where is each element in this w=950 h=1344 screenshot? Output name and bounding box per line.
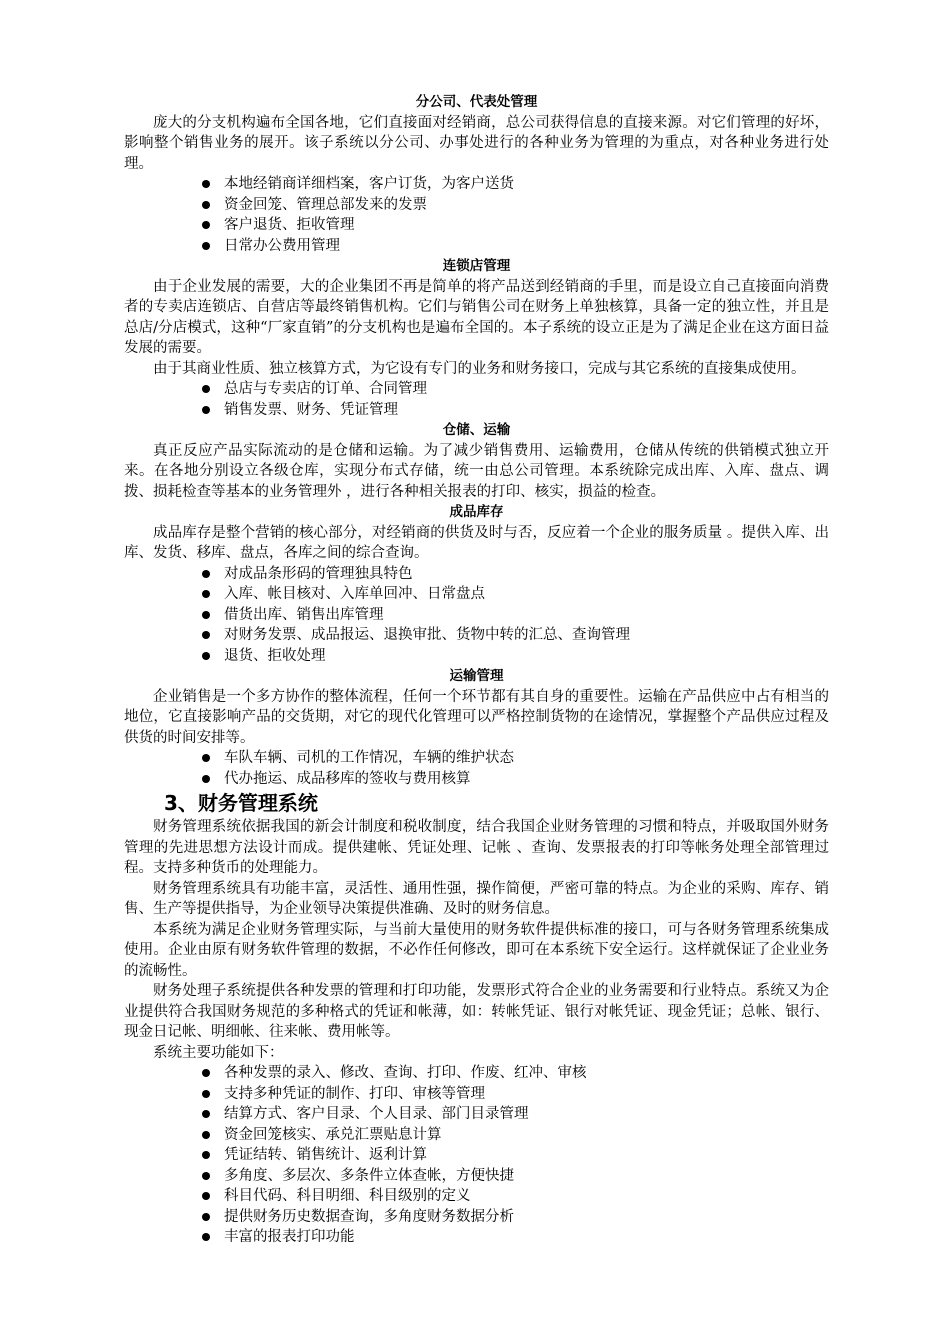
bullet-list	[124, 174, 829, 256]
paragraph: 庞大的分支机构遍布全国各地，它们直接面对经销商，总公司获得信息的直接来源。对它们管理的好坏，影响整个销售业务的展开。该子系统以分公司、办事处进行的各种业务为管理的为重点，对各种业务进行处理。	[124, 114, 829, 172]
list-item: 代办拖运、成品移库的签收与费用核算	[200, 769, 829, 790]
section-heading-inventory: 成品库存	[449, 504, 504, 520]
list-item: 丰富的报表打印功能	[200, 1227, 829, 1248]
bullet-list	[124, 1063, 829, 1248]
list-item: 各种发票的录入、修改、查询、打印、作废、红冲、审核	[200, 1063, 829, 1084]
paragraph: 本系统为满足企业财务管理实际，与当前大量使用的财务软件提供标准的接口，可与各财务管理系统集成使用。企业由原有财务软件管理的数据，不必作任何修改，即可在本系统下安全运行。这样就保证了企业业务的流畅性。	[124, 921, 829, 979]
list-item: 日常办公费用管理	[200, 236, 829, 257]
list-item: 结算方式、客户目录、个人目录、部门目录管理	[200, 1104, 829, 1125]
section-heading-chain-store: 连锁店管理	[442, 258, 511, 274]
list-item: 多角度、多层次、多条件立体查帐，方便快捷	[200, 1166, 829, 1187]
section-heading-transport: 运输管理	[449, 668, 504, 684]
list-item: 支持多种凭证的制作、打印、审核等管理	[200, 1084, 829, 1105]
list-item: 车队车辆、司机的工作情况，车辆的维护状态	[200, 748, 829, 769]
paragraph: 企业销售是一个多方协作的整体流程，任何一个环节都有其自身的重要性。运输在产品供应中占有相当的地位，它直接影响产品的交货期，对它的现代化管理可以严格控制货物的在途情况，掌握整个产品供应过程及供货的时间安排等。	[124, 688, 829, 746]
list-item: 对财务发票、成品报运、退换审批、货物中转的汇总、查询管理	[200, 625, 829, 646]
list-item: 提供财务历史数据查询，多角度财务数据分析	[200, 1207, 829, 1228]
list-item: 凭证结转、销售统计、返利计算	[200, 1145, 829, 1166]
bullet-list	[124, 379, 829, 420]
list-item: 借货出库、销售出库管理	[200, 605, 829, 626]
list-item: 退货、拒收处理	[200, 646, 829, 667]
section-heading-branch: 分公司、代表处管理	[415, 94, 538, 110]
paragraph: 财务处理子系统提供各种发票的管理和打印功能，发票形式符合企业的业务需要和行业特点。系统又为企业提供符合我国财务规范的多种格式的凭证和帐薄，如：转帐凭证、银行对帐凭证、现金凭证；总帐、银行、现金日记帐、明细帐、往来帐、费用帐等。	[124, 983, 829, 1040]
document-page	[124, 92, 829, 1248]
paragraph: 成品库存是整个营销的核心部分，对经销商的供货及时与否，反应着一个企业的服务质量 。提供入库、出库、发货、移库、盘点，各库之间的综合查询。	[124, 524, 829, 561]
section-heading-storage-transport: 仓储、运输	[442, 422, 511, 438]
paragraph: 由于其商业性质、独立核算方式，为它设有专门的业务和财务接口，完成与其它系统的直接集成使用。	[153, 360, 806, 377]
paragraph: 真正反应产品实际流动的是仓储和运输。为了减少销售费用、运输费用，仓储从传统的供销模式独立开来。在各地分别设立各级仓库，实现分布式存储，统一由总公司管理。本系统除完成出库、入库、盘点、调拨、损耗检查等基本的业务管理外 ，进行各种相关报表的打印、核实，损益的检查。	[124, 442, 829, 500]
paragraph: 财务管理系统依据我国的新会计制度和税收制度，结合我国企业财务管理的习惯和特点，并吸取国外财务管理的先进思想方法设计而成。提供建帐、凭证处理、记帐 、查询、发票报表的打印等帐务处理全部管理过程。支持多种货币的处理能力。	[124, 819, 829, 876]
list-item: 总店与专卖店的订单、合同管理	[200, 379, 829, 400]
paragraph: 财务管理系统具有功能丰富，灵活性、通用性强，操作简便，严密可靠的特点。为企业的采购、库存、销售、生产等提供指导，为企业领导决策提供准确、及时的财务信息。	[124, 880, 829, 917]
finance-section-title: 3、财务管理系统	[164, 791, 318, 815]
list-item: 资金回笼、管理总部发来的发票	[200, 195, 829, 216]
list-item: 本地经销商详细档案，客户订货，为客户送货	[200, 174, 829, 195]
list-item: 对成品条形码的管理独具特色	[200, 564, 829, 585]
list-item: 销售发票、财务、凭证管理	[200, 400, 829, 421]
bullet-list	[124, 748, 829, 789]
list-item: 客户退货、拒收管理	[200, 215, 829, 236]
list-item: 科目代码、科目明细、科目级别的定义	[200, 1186, 829, 1207]
paragraph: 由于企业发展的需要，大的企业集团不再是简单的将产品送到经销商的手里，而是设立自己直接面向消费者的专卖店连锁店、自营店等最终销售机构。它们与销售公司在财务上单独核算，具备一定的独立性，并且是总店/分店模式，这种“厂家直销”的分支机构也是遍布全国的。本子系统的设立正是为了满足企业在这方面日益发展的需要。	[124, 278, 829, 356]
list-item: 入库、帐目核对、入库单回冲、日常盘点	[200, 584, 829, 605]
list-item: 资金回笼核实、承兑汇票贴息计算	[200, 1125, 829, 1146]
bullet-list	[124, 564, 829, 667]
paragraph: 系统主要功能如下：	[153, 1044, 284, 1061]
